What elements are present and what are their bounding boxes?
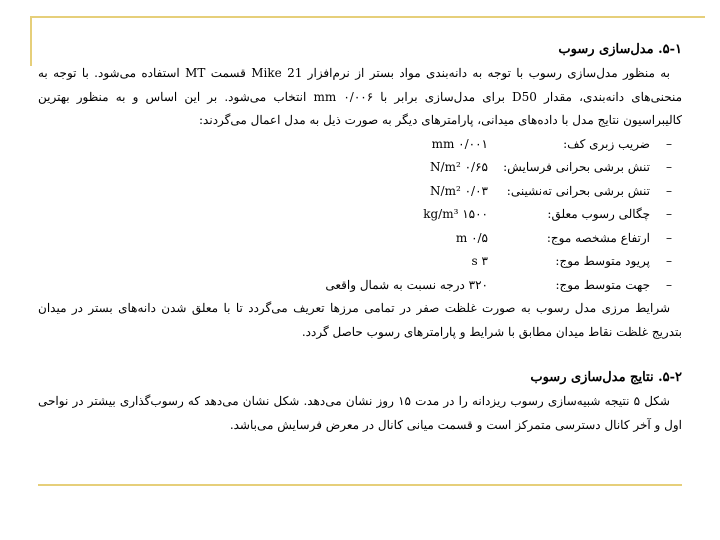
param-value: ۰/۰۰۱ mm bbox=[431, 136, 488, 151]
param-label: پریود متوسط موج: bbox=[555, 254, 650, 268]
list-dash: – bbox=[666, 254, 672, 268]
frame-top-line bbox=[30, 16, 705, 18]
list-item bbox=[38, 227, 682, 251]
param-label: ارتفاع مشخصه موج: bbox=[546, 230, 650, 245]
section-1-heading: ۵-۱. مدل‌سازی رسوب bbox=[558, 42, 682, 57]
section-2-heading: ۵-۲. نتایج مدل‌سازی رسوب bbox=[530, 370, 682, 385]
param-label: چگالی رسوب معلق: bbox=[547, 207, 650, 221]
list-dash: – bbox=[666, 230, 672, 245]
list-dash: – bbox=[666, 277, 672, 292]
list-item bbox=[38, 133, 682, 157]
list-item bbox=[38, 156, 682, 180]
list-dash: – bbox=[666, 183, 672, 198]
param-value: ۰/۵ m bbox=[455, 230, 488, 245]
list-item bbox=[38, 250, 682, 274]
list-item bbox=[38, 203, 682, 227]
frame-bottom-line bbox=[38, 484, 682, 486]
param-value: ۰/۰۳ N/m² bbox=[430, 183, 488, 198]
list-item bbox=[38, 274, 682, 298]
param-value: ۳ s bbox=[471, 254, 488, 268]
section-spacer bbox=[38, 344, 682, 366]
frame-left-line bbox=[30, 16, 32, 66]
list-dash: – bbox=[666, 136, 672, 151]
document-body bbox=[38, 38, 682, 437]
param-value: ۰/۶۵ N/m² bbox=[430, 160, 488, 174]
param-label: تنش برشی بحرانی فرسایش: bbox=[503, 160, 650, 174]
boundary-conditions-paragraph: شرایط مرزی مدل رسوب به صورت غلظت صفر در تمامی مرزها تعریف می‌گردد تا با معلق شدن دانه‌های بستر در میدان بتدریج غلظت نقاط میدان مطابق با شرایط و پارامترهای رسوب حاصل گردد. bbox=[38, 301, 682, 339]
section-1-intro: به منظور مدل‌سازی رسوب با توجه به دانه‌بندی مواد بستر از نرم‌افزار Mike 21 قسمت MT استفاده می‌شود. با توجه به منحنی‌های دانه‌بندی، مقدار D50 برای مدل‌سازی برابر با ۰/۰۰۶ mm انتخاب می‌شود. بر این اساس و به منظور بهترین کالیبراسیون نتایج مدل با داده‌های میدانی، پارامترهای دیگر به صورت ذیل به مدل اعمال می‌گردند: bbox=[38, 66, 682, 127]
param-label: ضریب زبری کف: bbox=[563, 136, 650, 151]
list-dash: – bbox=[666, 207, 672, 221]
parameter-list bbox=[38, 133, 682, 298]
param-value: ۱۵۰۰ kg/m³ bbox=[423, 207, 488, 221]
param-label: جهت متوسط موج: bbox=[555, 277, 650, 292]
param-label: تنش برشی بحرانی ته‌نشینی: bbox=[506, 183, 650, 198]
list-dash: – bbox=[666, 160, 672, 174]
section-2-body: شکل ۵ نتیجه شبیه‌سازی رسوب ریزدانه را در مدت ۱۵ روز نشان می‌دهد. شکل نشان می‌دهد که رسوب‌گذاری بیشتر در نواحی اول و آخر کانال دسترسی متمرکز است و قسمت میانی کانال در معرض فرسایش می‌باشد. bbox=[38, 394, 682, 432]
list-item bbox=[38, 180, 682, 204]
param-value: ۳۲۰ درجه نسبت به شمال واقعی bbox=[325, 277, 488, 292]
